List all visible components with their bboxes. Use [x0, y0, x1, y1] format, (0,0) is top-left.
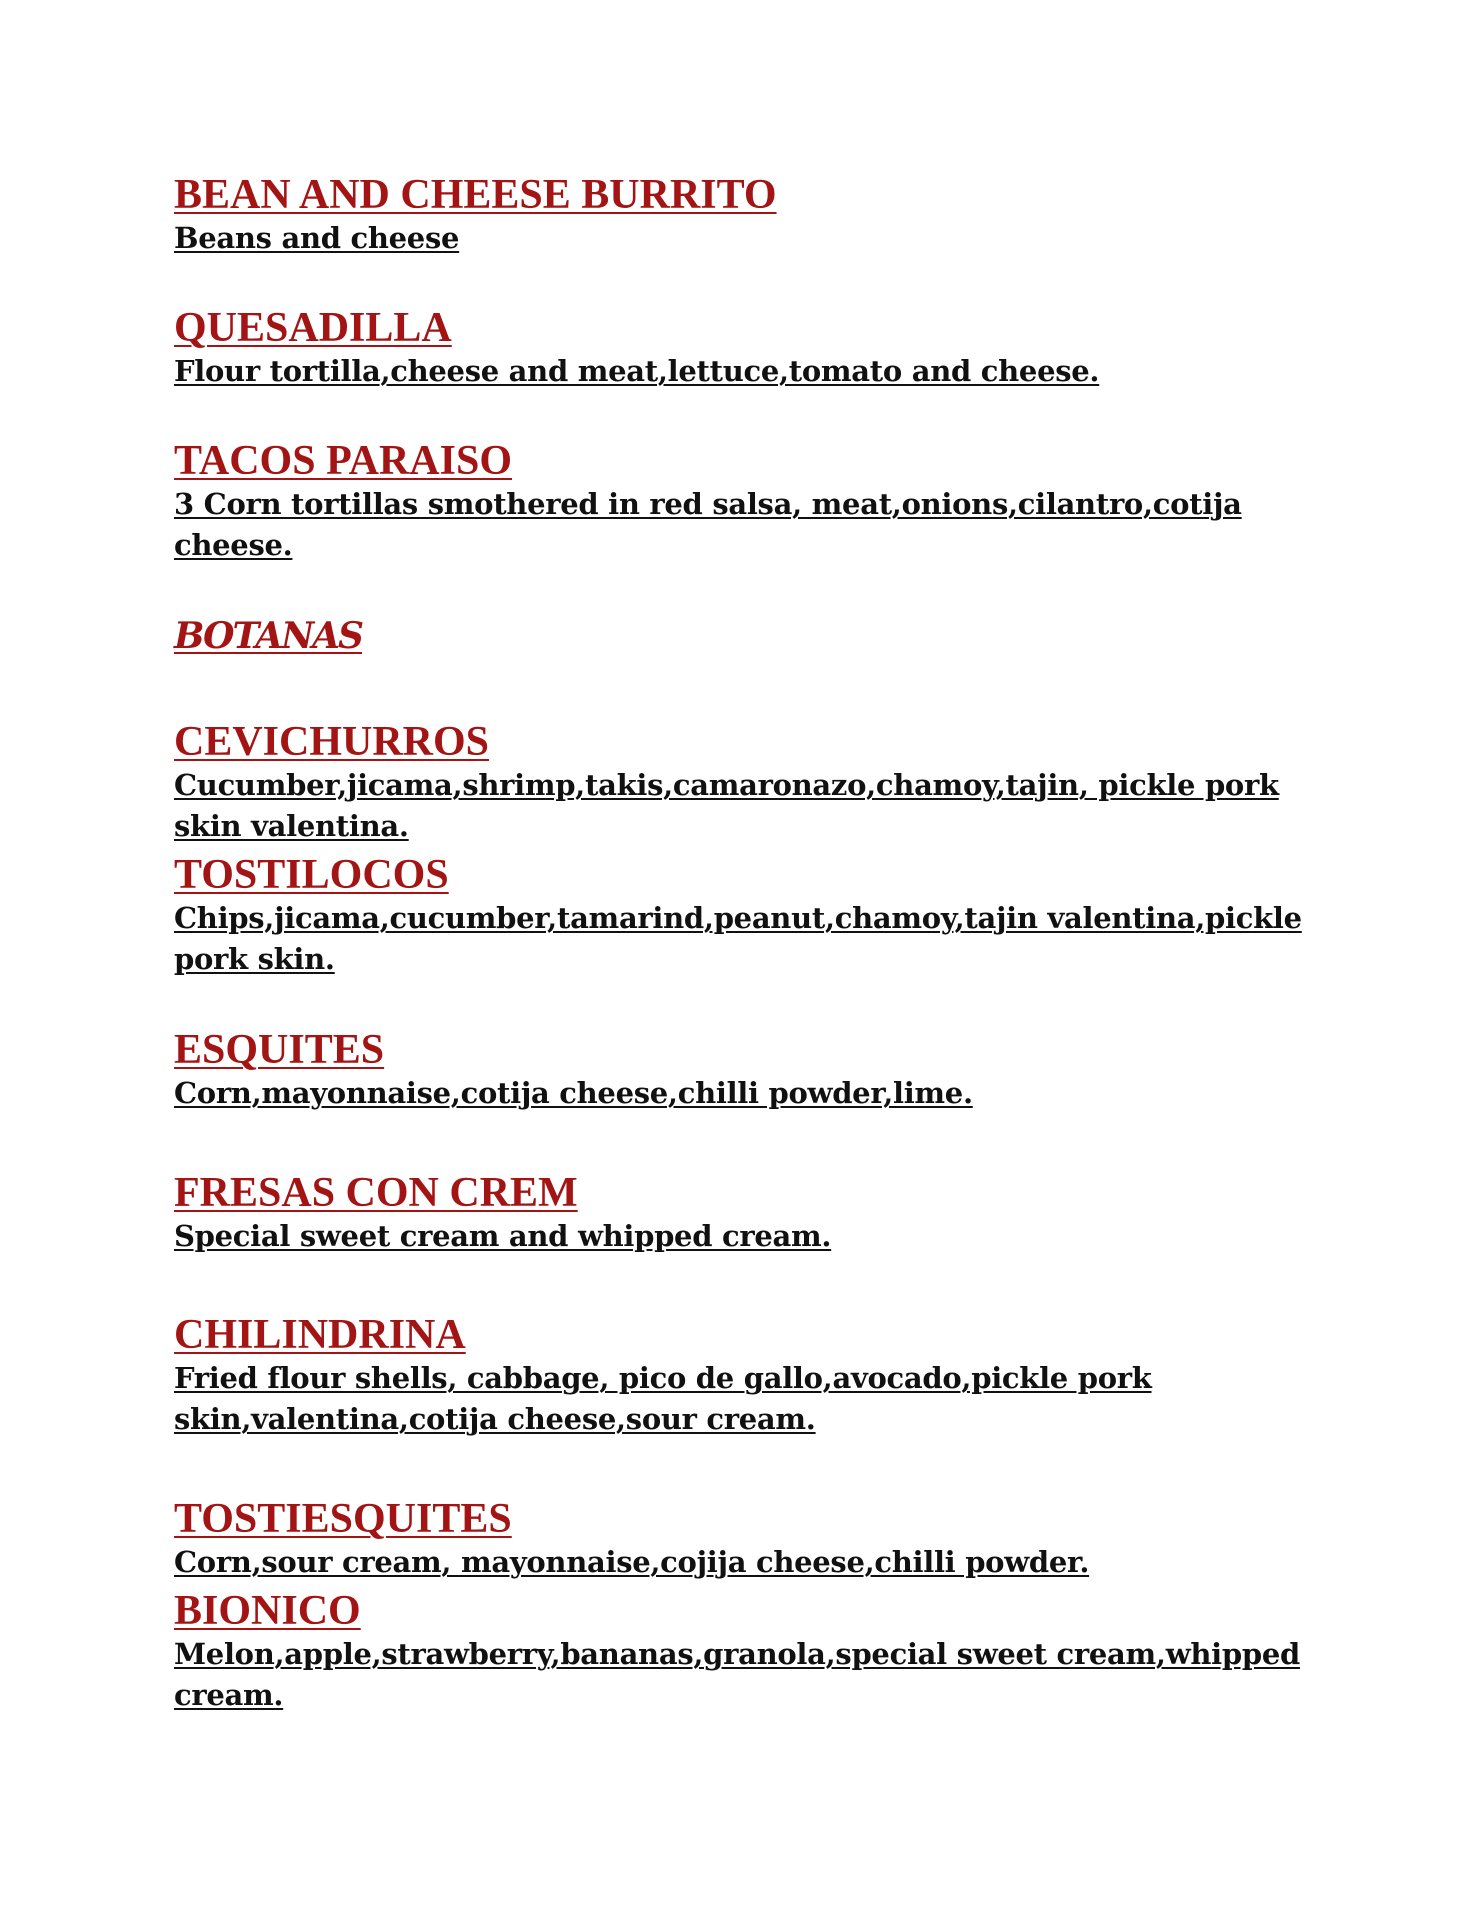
- item-description: Corn,mayonnaise,cotija cheese,chilli powder,lime.: [174, 1076, 973, 1110]
- item-title: TACOS PARAISO: [174, 438, 512, 484]
- item-description: Cucumber,jicama,shrimp,takis,camaronazo,chamoy,tajin, pickle pork skin valentina.: [174, 768, 1279, 843]
- menu-item-tostiesquites: [174, 1496, 1314, 1583]
- menu-item-fresas-con-crem: [174, 1170, 1314, 1257]
- menu-item-esquites: [174, 1027, 1314, 1114]
- menu-item-cevichurros: [174, 719, 1314, 847]
- menu-item-bean-cheese-burrito: [174, 172, 1314, 259]
- item-title: CHILINDRINA: [174, 1312, 466, 1358]
- menu-item-chilindrina: [174, 1312, 1314, 1440]
- item-title: BIONICO: [174, 1588, 361, 1634]
- menu-item-tostilocos: [174, 852, 1314, 980]
- item-title: FRESAS CON CREM: [174, 1170, 578, 1216]
- item-description: Beans and cheese: [174, 221, 460, 255]
- menu-item-quesadilla: [174, 305, 1314, 392]
- menu-item-tacos-paraiso: [174, 438, 1314, 566]
- item-description: Corn,sour cream, mayonnaise,cojija cheese,chilli powder.: [174, 1545, 1090, 1579]
- item-description: Flour tortilla,cheese and meat,lettuce,tomato and cheese.: [174, 354, 1100, 388]
- item-description: Chips,jicama,cucumber,tamarind,peanut,chamoy,tajin valentina,pickle pork skin.: [174, 901, 1302, 976]
- item-title: CEVICHURROS: [174, 719, 490, 765]
- menu-item-bionico: [174, 1588, 1314, 1716]
- item-title: QUESADILLA: [174, 305, 452, 351]
- section-botanas: [174, 614, 1314, 658]
- item-description: Fried flour shells, cabbage, pico de gallo,avocado,pickle pork skin,valentina,cotija cheese,sour cream.: [174, 1361, 1152, 1436]
- item-description: Melon,apple,strawberry,bananas,granola,special sweet cream,whipped cream.: [174, 1637, 1300, 1712]
- item-title: ESQUITES: [174, 1027, 385, 1073]
- item-title: BEAN AND CHEESE BURRITO: [174, 172, 777, 218]
- item-title: TOSTILOCOS: [174, 852, 449, 898]
- item-description: Special sweet cream and whipped cream.: [174, 1219, 832, 1253]
- section-title: BOTANAS: [174, 615, 363, 657]
- item-description: 3 Corn tortillas smothered in red salsa, meat,onions,cilantro,cotija cheese.: [174, 487, 1242, 562]
- item-title: TOSTIESQUITES: [174, 1496, 512, 1542]
